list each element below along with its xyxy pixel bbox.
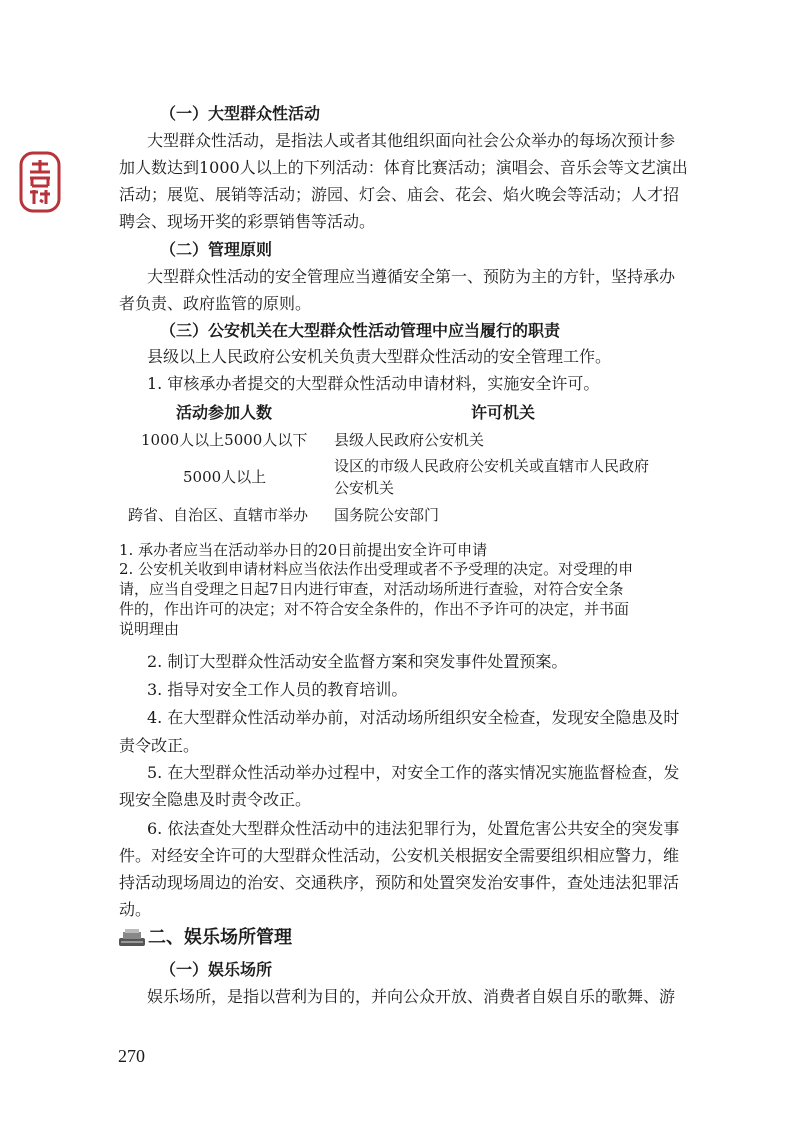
- section-heading-principles: （二）管理原则: [160, 240, 273, 259]
- paragraph-line: 活动；展览、展销等活动；游园、灯会、庙会、花会、焰火晚会等活动；人才招: [119, 185, 680, 204]
- note-line: 1. 承办者应当在活动举办日的20日前提出安全许可申请: [119, 541, 488, 559]
- note-line: 2. 公安机关收到申请材料应当依法作出受理或者不予受理的决定。对受理的申: [119, 560, 634, 578]
- list-item: 2. 制订大型群众性活动安全监督方案和突发事件处置预案。: [147, 652, 568, 671]
- list-item: 6. 依法查处大型群众性活动中的违法犯罪行为，处置危害公共安全的突发事: [147, 819, 680, 838]
- table-header: 许可机关: [471, 403, 536, 422]
- list-item: 5. 在大型群众性活动举办过程中，对安全工作的落实情况实施监督检查，发: [147, 763, 680, 782]
- list-item: 现安全隐患及时责令改正。: [119, 790, 312, 809]
- table-cell: 1000人以上5000人以下: [141, 431, 308, 449]
- table-cell: 县级人民政府公安机关: [334, 431, 485, 449]
- table-cell: 公安机关: [334, 479, 395, 497]
- list-item: 责令改正。: [119, 736, 200, 755]
- table-header: 活动参加人数: [176, 403, 273, 422]
- table-cell: 跨省、自治区、直辖市举办: [128, 506, 309, 524]
- paragraph-line: 娱乐场所，是指以营利为目的，并向公众开放、消费者自娱自乐的歌舞、游: [147, 987, 676, 1006]
- list-item: 件。对经安全许可的大型群众性活动，公安机关根据安全需要组织相应警力，维: [119, 846, 680, 865]
- seal-stamp-icon: [18, 150, 62, 214]
- list-item: 动。: [119, 900, 152, 919]
- list-item: 4. 在大型群众性活动举办前，对活动场所组织安全检查，发现安全隐患及时: [147, 708, 680, 727]
- note-line: 说明理由: [119, 620, 180, 638]
- section-heading-large-events: （一）大型群众性活动: [160, 104, 321, 123]
- section-heading-entertainment-venues: （一）娱乐场所: [160, 960, 273, 979]
- list-item: 持活动现场周边的治安、交通秩序，预防和处置突发治安事件，查处违法犯罪活: [119, 873, 680, 892]
- table-cell: 设区的市级人民政府公安机关或直辖市人民政府: [334, 457, 650, 475]
- paragraph-line: 聘会、现场开奖的彩票销售等活动。: [119, 212, 376, 231]
- page-number: 270: [118, 1046, 145, 1066]
- paragraph-line: 加人数达到1000人以上的下列活动：体育比赛活动；演唱会、音乐会等文艺演出: [119, 158, 688, 177]
- table-cell: 国务院公安部门: [334, 506, 440, 524]
- paragraph-line: 大型群众性活动，是指法人或者其他组织面向社会公众举办的每场次预计参: [147, 131, 676, 150]
- table-cell: 5000人以上: [183, 468, 267, 486]
- note-line: 请，应当自受理之日起7日内进行审查，对活动场所进行查验，对符合安全条: [119, 580, 624, 598]
- note-line: 件的，作出许可的决定；对不符合安全条件的，作出不予许可的决定，并书面: [119, 600, 630, 618]
- list-item: 1. 审核承办者提交的大型群众性活动申请材料，实施安全许可。: [147, 374, 600, 393]
- section-heading-police-duties: （三）公安机关在大型群众性活动管理中应当履行的职责: [160, 321, 561, 340]
- list-item: 3. 指导对安全工作人员的教育培训。: [147, 680, 408, 699]
- paragraph-line: 县级以上人民政府公安机关负责大型群众性活动的安全管理工作。: [147, 347, 612, 366]
- chapter-heading-entertainment: 二、娱乐场所管理: [148, 927, 292, 948]
- paragraph-line: 大型群众性活动的安全管理应当遵循安全第一、预防为主的方针，坚持承办: [147, 267, 676, 286]
- typewriter-icon: [117, 928, 147, 948]
- paragraph-line: 者负责、政府监管的原则。: [119, 294, 312, 313]
